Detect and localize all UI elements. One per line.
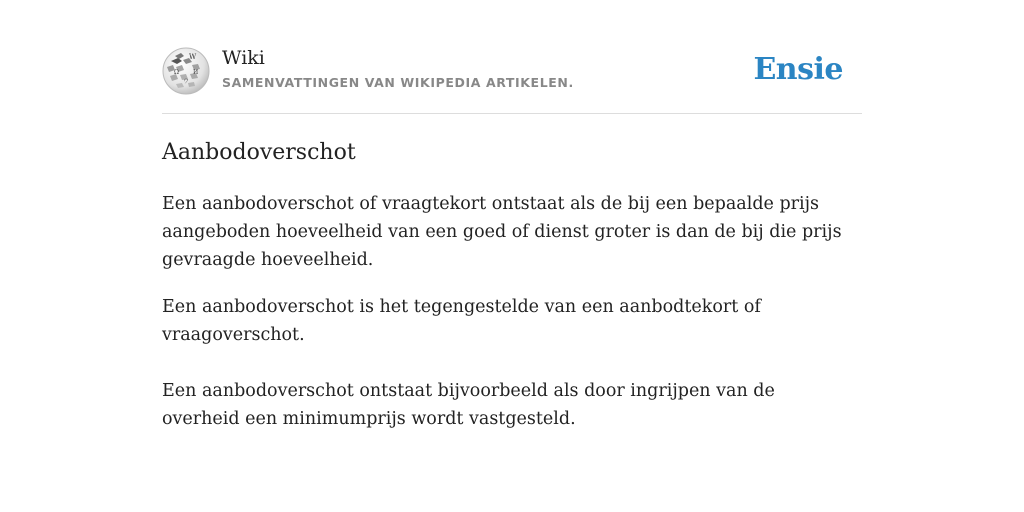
site-header [162, 44, 862, 114]
page-container [162, 44, 862, 433]
wikipedia-globe-icon[interactable] [162, 47, 210, 95]
article-paragraph-3: Een aanbodoverschot ontstaat bijvoorbeeld als door ingrijpen van de overheid een minimumprijs wordt vastgesteld. [162, 381, 775, 429]
brand-logo-link[interactable]: Ensie [753, 52, 843, 87]
article [162, 138, 862, 433]
article-paragraph-1: Een aanbodoverschot of vraagtekort ontstaat als de bij een bepaalde prijs aangeboden hoeveelheid van een goed of dienst groter is dan de bij die prijs gevraagde hoeveelheid. [162, 194, 842, 270]
article-title: Aanbodoverschot [162, 140, 356, 165]
svg-text:ウ: ウ [183, 78, 190, 85]
site-name[interactable]: Wiki [222, 47, 265, 69]
svg-text:Ω: Ω [174, 69, 179, 76]
site-tagline: SAMENVATTINGEN VAN WIKIPEDIA ARTIKELEN. [222, 75, 574, 90]
svg-text:W: W [189, 53, 197, 61]
article-paragraph-2: Een aanbodoverschot is het tegengestelde van een aanbodtekort of vraagoverschot. [162, 297, 761, 345]
svg-text:И: И [193, 69, 199, 76]
